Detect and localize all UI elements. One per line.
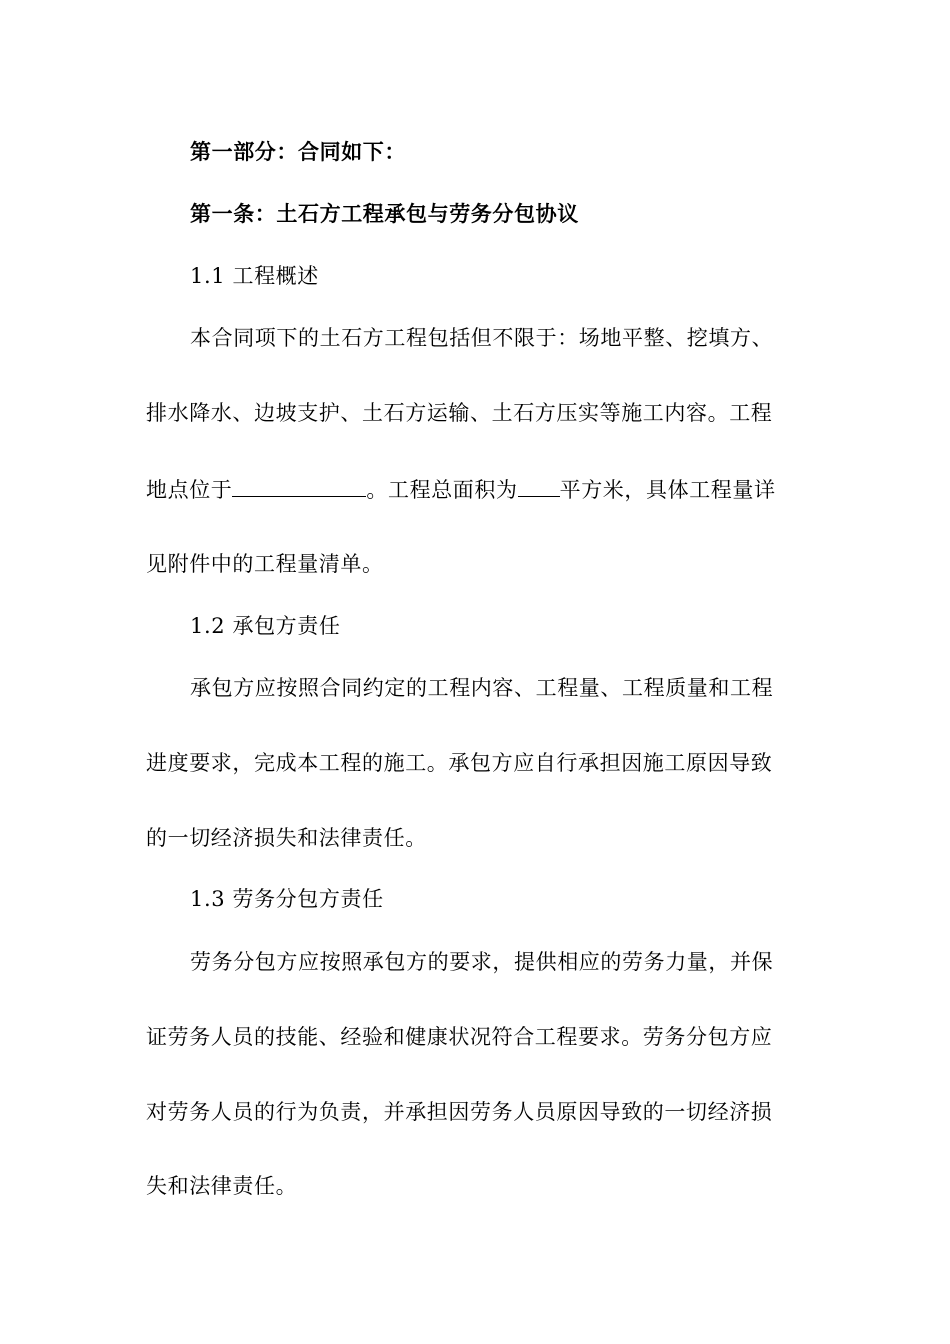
section-title-1-3: 1.3 劳务分包方责任 <box>190 887 384 911</box>
location-blank <box>232 476 366 497</box>
paragraph-line: 本合同项下的土石方工程包括但不限于：场地平整、挖填方、 <box>190 326 774 350</box>
article-heading: 第一条：土石方工程承包与劳务分包协议 <box>190 201 579 226</box>
paragraph-line: 承包方应按照合同约定的工程内容、工程量、工程质量和工程 <box>190 676 774 700</box>
paragraph-line: 对劳务人员的行为负责，并承担因劳务人员原因导致的一切经济损 <box>146 1100 773 1124</box>
paragraph-text: 。工程总面积为 <box>366 478 518 502</box>
paragraph-line: 证劳务人员的技能、经验和健康状况符合工程要求。劳务分包方应 <box>146 1025 773 1049</box>
paragraph-line: 的一切经济损失和法律责任。 <box>146 826 427 850</box>
paragraph-line: 劳务分包方应按照承包方的要求，提供相应的劳务力量，并保 <box>190 950 774 974</box>
paragraph-line-with-blanks <box>146 476 826 504</box>
paragraph-line: 进度要求，完成本工程的施工。承包方应自行承担因施工原因导致 <box>146 751 773 775</box>
paragraph-line: 失和法律责任。 <box>146 1174 298 1198</box>
paragraph-text: 地点位于 <box>146 478 233 502</box>
part-heading: 第一部分：合同如下： <box>190 139 406 164</box>
paragraph-line: 排水降水、边坡支护、土石方运输、土石方压实等施工内容。工程 <box>146 401 773 425</box>
section-title-1-2: 1.2 承包方责任 <box>190 614 341 638</box>
area-blank <box>518 476 560 497</box>
paragraph-text: 平方米，具体工程量详 <box>559 478 776 502</box>
section-title-1-1: 1.1 工程概述 <box>190 264 319 288</box>
paragraph-line: 见附件中的工程量清单。 <box>146 552 384 576</box>
